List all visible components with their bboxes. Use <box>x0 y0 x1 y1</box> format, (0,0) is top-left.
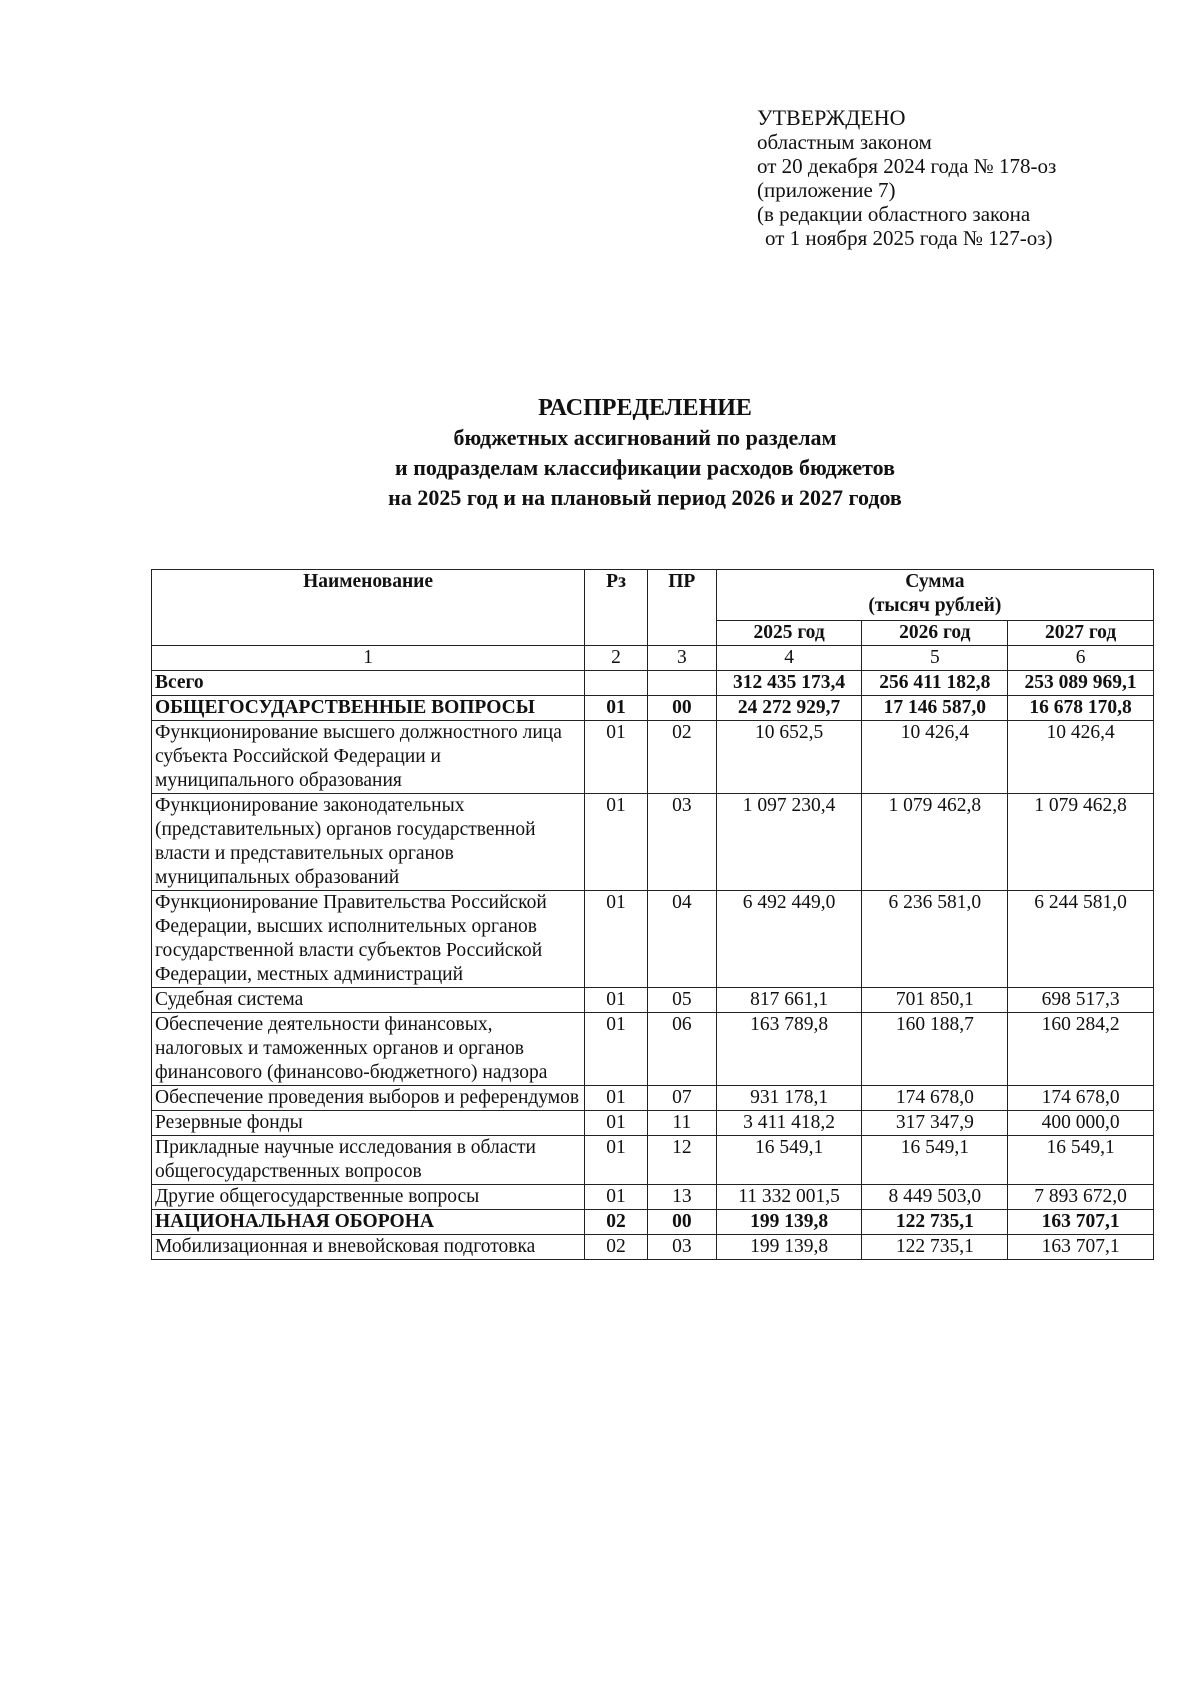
header-pr: ПР <box>647 570 716 646</box>
row-rz: 01 <box>585 1086 648 1111</box>
table-row <box>152 794 1154 891</box>
row-pr: 04 <box>647 891 716 988</box>
row-name: НАЦИОНАЛЬНАЯ ОБОРОНА <box>152 1210 585 1235</box>
row-pr: 13 <box>647 1185 716 1210</box>
row-value-2027: 10 426,4 <box>1008 721 1154 794</box>
row-pr: 03 <box>647 794 716 891</box>
row-name: Функционирование законодательных (представительных) органов государственной власти и представительных органов муниципальных образований <box>152 794 585 891</box>
approval-line: от 1 ноября 2025 года № 127-оз) <box>765 226 1053 250</box>
row-value-2027: 698 517,3 <box>1008 988 1154 1013</box>
document-title <box>0 393 1200 513</box>
row-pr: 00 <box>647 696 716 721</box>
row-pr: 05 <box>647 988 716 1013</box>
header-year-2025: 2025 год <box>716 621 862 646</box>
row-pr: 03 <box>647 1235 716 1260</box>
column-number: 3 <box>647 646 716 671</box>
column-number: 4 <box>716 646 862 671</box>
row-value-2025: 931 178,1 <box>716 1086 862 1111</box>
row-value-2026: 122 735,1 <box>862 1235 1008 1260</box>
row-rz: 01 <box>585 1111 648 1136</box>
row-name: Прикладные научные исследования в области общегосударственных вопросов <box>152 1136 585 1185</box>
row-value-2027: 7 893 672,0 <box>1008 1185 1154 1210</box>
approval-line: от 20 декабря 2024 года № 178-оз <box>757 154 1057 178</box>
row-value-2026: 16 549,1 <box>862 1136 1008 1185</box>
row-value-2027: 160 284,2 <box>1008 1013 1154 1086</box>
table-row <box>152 1136 1154 1185</box>
row-value-2025: 163 789,8 <box>716 1013 862 1086</box>
title-line: бюджетных ассигнований по разделам <box>453 425 837 450</box>
row-value-2025: 1 097 230,4 <box>716 794 862 891</box>
row-value-2025: 6 492 449,0 <box>716 891 862 988</box>
column-number-row <box>152 646 1154 671</box>
header-sum-label: Сумма <box>905 571 965 592</box>
row-value-2026: 17 146 587,0 <box>862 696 1008 721</box>
row-rz: 01 <box>585 988 648 1013</box>
title-line: на 2025 год и на плановый период 2026 и 2027 годов <box>388 485 902 510</box>
title-main: РАСПРЕДЕЛЕНИЕ <box>538 395 752 421</box>
row-rz: 01 <box>585 721 648 794</box>
row-value-2026: 8 449 503,0 <box>862 1185 1008 1210</box>
table-row-section <box>152 696 1154 721</box>
table-row <box>152 1235 1154 1260</box>
table-row <box>152 1185 1154 1210</box>
row-value-2026: 10 426,4 <box>862 721 1008 794</box>
table-row-section <box>152 1210 1154 1235</box>
row-value-2027: 16 549,1 <box>1008 1136 1154 1185</box>
approval-line: (в редакции областного закона <box>757 202 1031 226</box>
row-rz: 01 <box>585 1185 648 1210</box>
row-rz: 02 <box>585 1235 648 1260</box>
row-value-2026: 6 236 581,0 <box>862 891 1008 988</box>
row-name: Другие общегосударственные вопросы <box>152 1185 585 1210</box>
header-name: Наименование <box>152 570 585 646</box>
row-pr: 00 <box>647 1210 716 1235</box>
row-pr: 12 <box>647 1136 716 1185</box>
table-row <box>152 721 1154 794</box>
row-value-2027: 6 244 581,0 <box>1008 891 1154 988</box>
row-value-2025: 24 272 929,7 <box>716 696 862 721</box>
row-name: Мобилизационная и вневойсковая подготовка <box>152 1235 585 1260</box>
row-value-2025: 312 435 173,4 <box>716 671 862 696</box>
row-value-2026: 1 079 462,8 <box>862 794 1008 891</box>
row-value-2026: 701 850,1 <box>862 988 1008 1013</box>
approval-line: областным законом <box>757 130 932 154</box>
row-rz: 01 <box>585 696 648 721</box>
row-value-2027: 1 079 462,8 <box>1008 794 1154 891</box>
row-value-2027: 253 089 969,1 <box>1008 671 1154 696</box>
table-row <box>152 891 1154 988</box>
column-number: 6 <box>1008 646 1154 671</box>
row-pr: 11 <box>647 1111 716 1136</box>
column-number: 2 <box>585 646 648 671</box>
column-number: 5 <box>862 646 1008 671</box>
row-value-2025: 817 661,1 <box>716 988 862 1013</box>
row-rz: 01 <box>585 1136 648 1185</box>
row-name: Функционирование высшего должностного лица субъекта Российской Федерации и муниципального образования <box>152 721 585 794</box>
approval-heading: УТВЕРЖДЕНО <box>757 105 906 130</box>
title-line: и подразделам классификации расходов бюджетов <box>395 455 895 480</box>
table-row <box>152 1013 1154 1086</box>
row-pr: 06 <box>647 1013 716 1086</box>
row-name: ОБЩЕГОСУДАРСТВЕННЫЕ ВОПРОСЫ <box>152 696 585 721</box>
approval-line: (приложение 7) <box>757 178 896 202</box>
row-name: Функционирование Правительства Российской Федерации, высших исполнительных органов государственной власти субъектов Российской Федерации, местных администраций <box>152 891 585 988</box>
row-value-2026: 174 678,0 <box>862 1086 1008 1111</box>
row-value-2025: 16 549,1 <box>716 1136 862 1185</box>
row-value-2026: 256 411 182,8 <box>862 671 1008 696</box>
table-header-row <box>152 570 1154 621</box>
row-value-2025: 199 139,8 <box>716 1210 862 1235</box>
row-value-2025: 3 411 418,2 <box>716 1111 862 1136</box>
row-rz <box>585 671 648 696</box>
row-name: Резервные фонды <box>152 1111 585 1136</box>
table-row-total <box>152 671 1154 696</box>
row-name: Обеспечение проведения выборов и референдумов <box>152 1086 585 1111</box>
column-number: 1 <box>152 646 585 671</box>
row-value-2026: 317 347,9 <box>862 1111 1008 1136</box>
table-row <box>152 1086 1154 1111</box>
budget-table <box>151 569 1154 1260</box>
header-sum <box>716 570 1153 621</box>
row-rz: 01 <box>585 1013 648 1086</box>
row-value-2027: 16 678 170,8 <box>1008 696 1154 721</box>
row-value-2025: 11 332 001,5 <box>716 1185 862 1210</box>
header-year-2027: 2027 год <box>1008 621 1154 646</box>
header-rz: Рз <box>585 570 648 646</box>
row-rz: 01 <box>585 891 648 988</box>
row-rz: 01 <box>585 794 648 891</box>
row-name: Обеспечение деятельности финансовых, налоговых и таможенных органов и органов финансового (финансово-бюджетного) надзора <box>152 1013 585 1086</box>
row-value-2026: 160 188,7 <box>862 1013 1008 1086</box>
row-name: Судебная система <box>152 988 585 1013</box>
row-pr: 07 <box>647 1086 716 1111</box>
table-row <box>152 988 1154 1013</box>
row-pr: 02 <box>647 721 716 794</box>
row-value-2027: 400 000,0 <box>1008 1111 1154 1136</box>
row-name: Всего <box>152 671 585 696</box>
row-value-2027: 163 707,1 <box>1008 1210 1154 1235</box>
header-unit: (тысяч рублей) <box>868 595 1002 616</box>
row-rz: 02 <box>585 1210 648 1235</box>
header-year-2026: 2026 год <box>862 621 1008 646</box>
row-pr <box>647 671 716 696</box>
row-value-2026: 122 735,1 <box>862 1210 1008 1235</box>
row-value-2025: 10 652,5 <box>716 721 862 794</box>
row-value-2027: 163 707,1 <box>1008 1235 1154 1260</box>
approval-stamp <box>757 106 1056 250</box>
table-row <box>152 1111 1154 1136</box>
row-value-2027: 174 678,0 <box>1008 1086 1154 1111</box>
row-value-2025: 199 139,8 <box>716 1235 862 1260</box>
